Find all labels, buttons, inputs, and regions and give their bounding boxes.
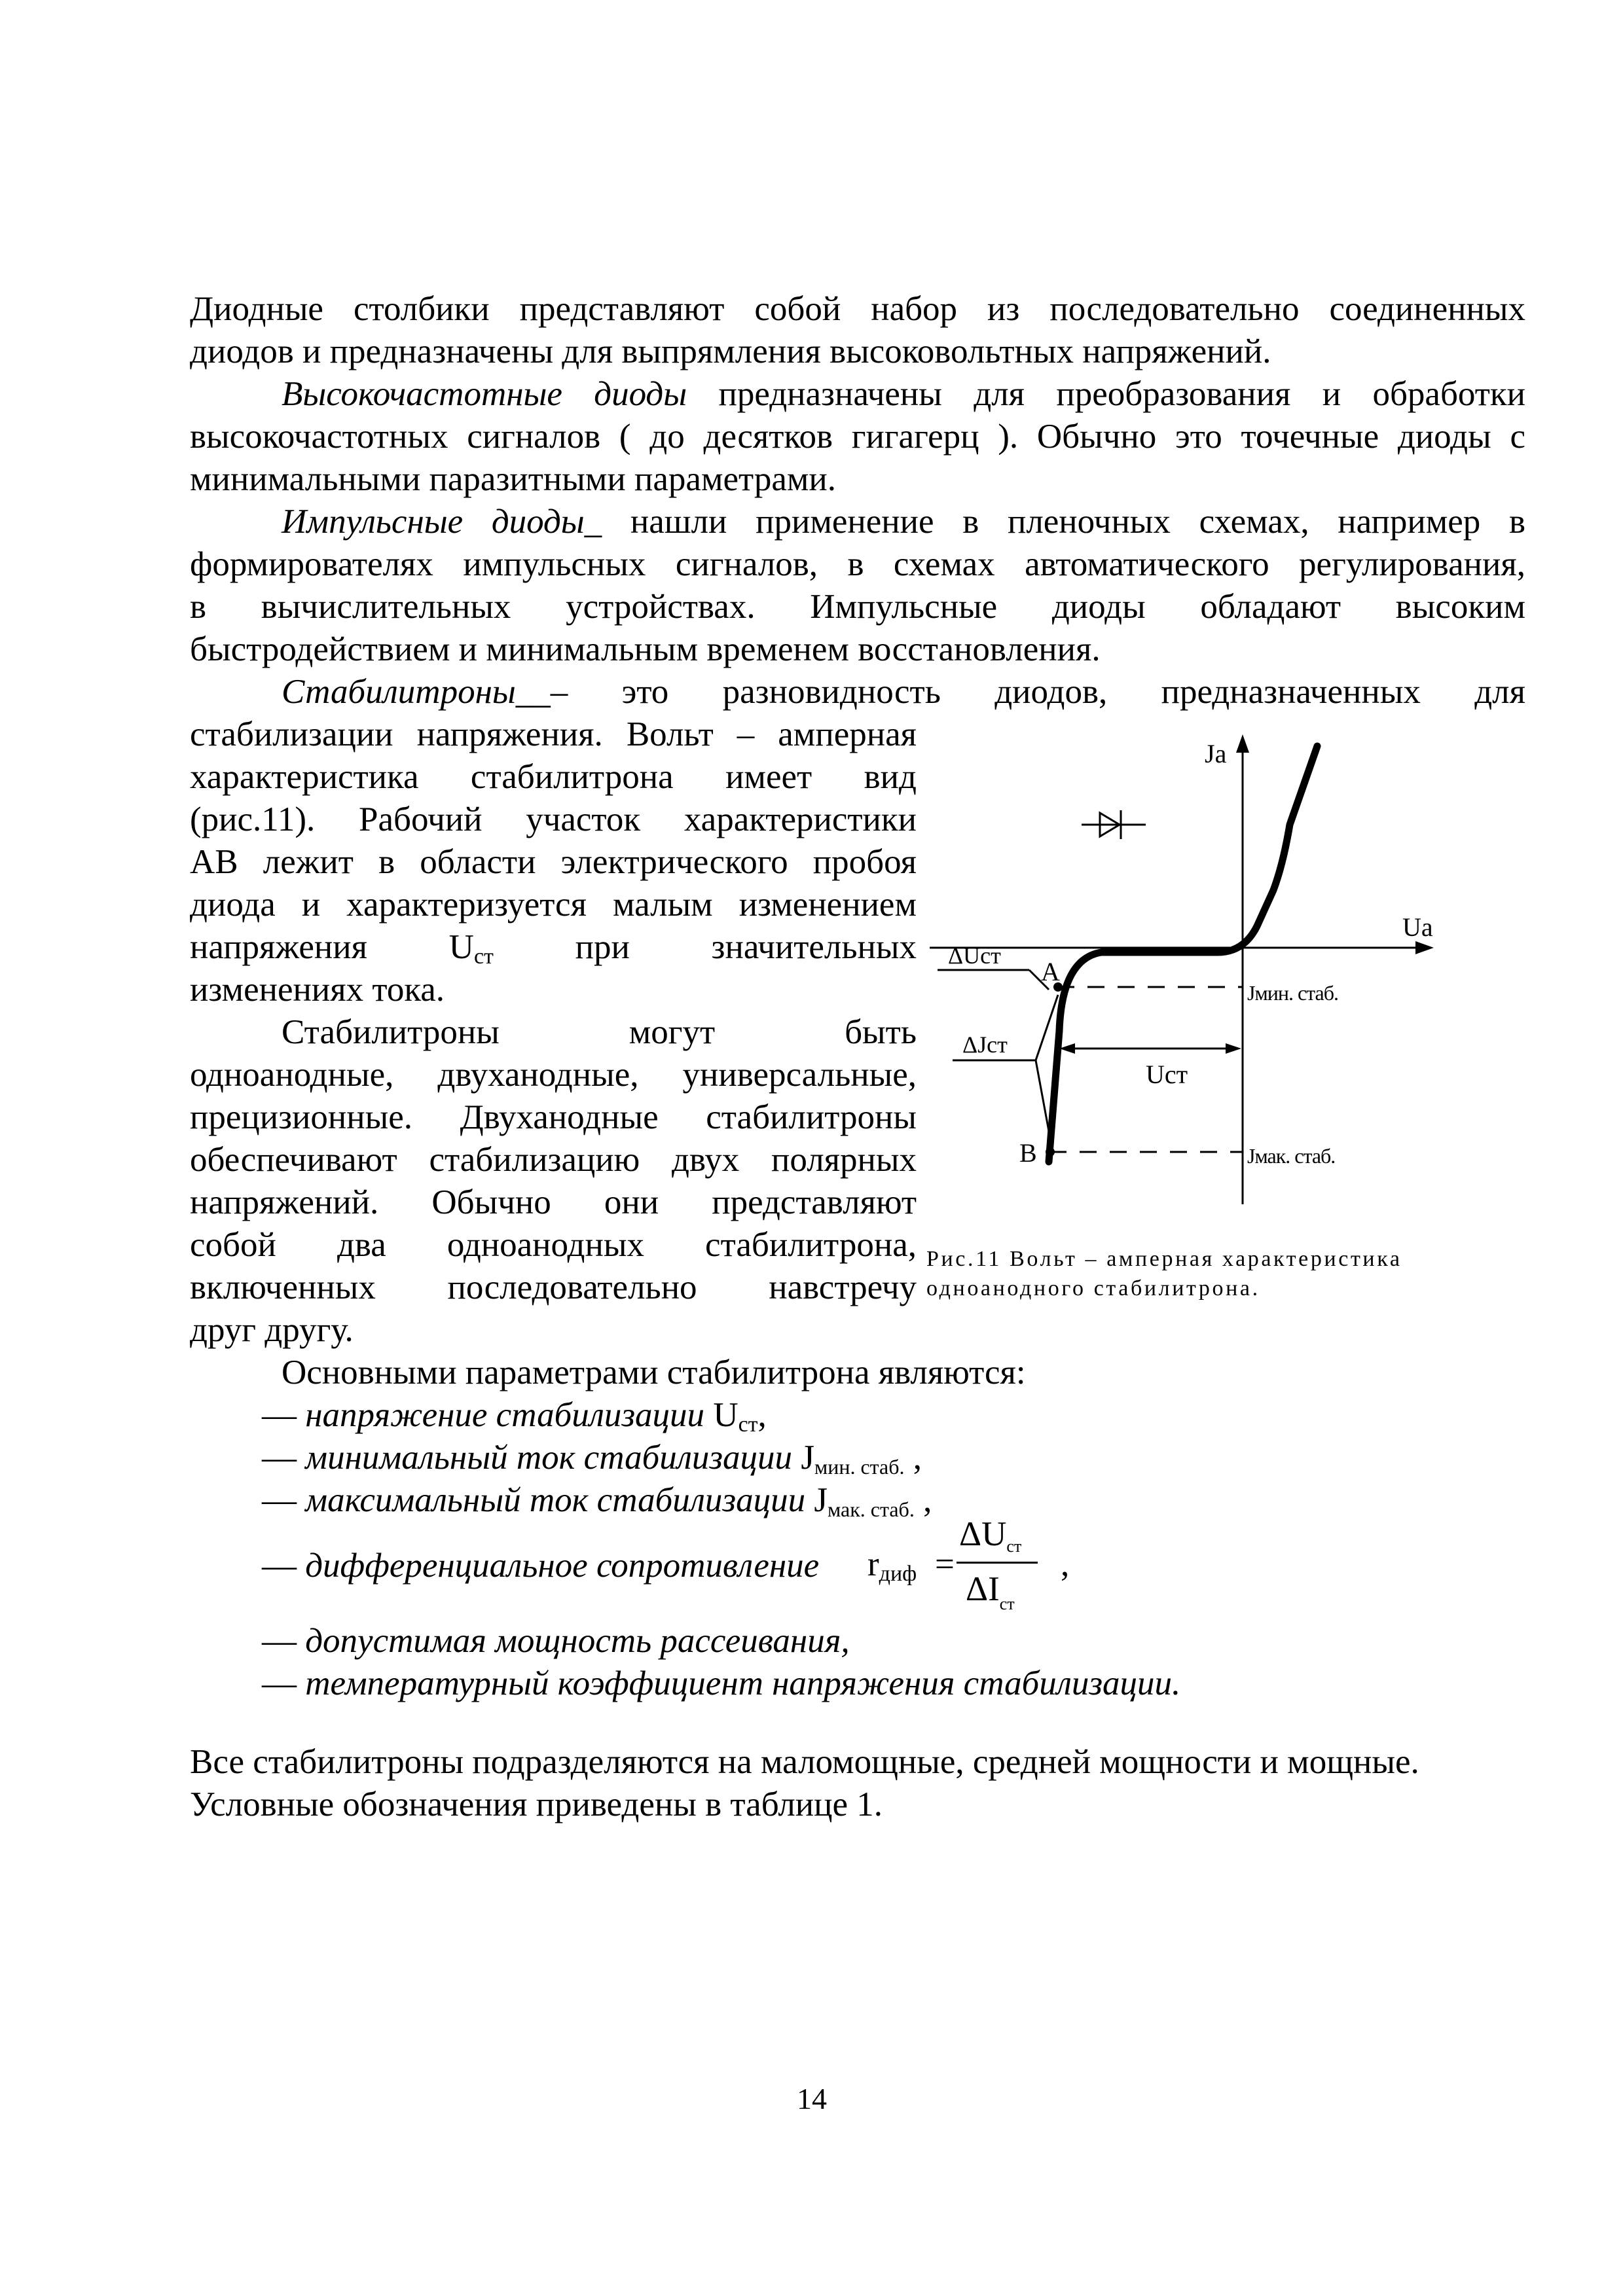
param-item: — дифференциальное сопротивление bbox=[262, 1547, 820, 1585]
paragraph-line: Высокочастотные диоды предназначены для преобразования и обработки bbox=[282, 375, 1525, 413]
paragraph-line: Условные обозначения приведены в таблице 1. bbox=[190, 1785, 883, 1823]
paragraph-line: стабилизации напряжения. Вольт – амперная bbox=[190, 715, 917, 753]
param-item: — максимальный ток стабилизации Jмак. стаб. , bbox=[262, 1481, 932, 1521]
axis-label-ua: Uа bbox=[1402, 912, 1433, 942]
param-item: — напряжение стабилизации Uст, bbox=[262, 1396, 767, 1437]
iv-curve bbox=[1049, 746, 1317, 1162]
paragraph-line: друг другу. bbox=[190, 1311, 354, 1349]
delta-jst-label: ΔJст bbox=[962, 1031, 1008, 1058]
ust-symbol: Uст bbox=[448, 928, 494, 969]
formula-denominator: $\Delta I_{ст}$ bbox=[966, 1570, 1015, 1613]
jmin-label: Jмин. стаб. bbox=[1247, 981, 1339, 1005]
point-b-label: В bbox=[1019, 1138, 1037, 1168]
paragraph-line: Диодные столбики представляют собой набор из последовательно соединенных bbox=[190, 290, 1525, 328]
jmax-label: Jмак. стаб. bbox=[1247, 1144, 1336, 1168]
term-italic: Импульсные диоды_ bbox=[282, 503, 602, 541]
param-item: — допустимая мощность рассеивания, bbox=[262, 1622, 850, 1660]
x-axis-arrow bbox=[1415, 941, 1434, 954]
paragraph-line: диода и характеризуется малым изменением bbox=[190, 886, 917, 924]
paragraph-line: напряжений. Обычно они представляют bbox=[190, 1183, 917, 1221]
params-intro: Основными параметрами стабилитрона являются: bbox=[282, 1354, 1026, 1391]
param-item: — минимальный ток стабилизации Jмин. стаб. , bbox=[262, 1439, 922, 1479]
term-italic: Высокочастотные диоды bbox=[282, 375, 687, 413]
formula-comma: , bbox=[1061, 1545, 1070, 1583]
paragraph-line: Все стабилитроны подразделяются на маломощные, средней мощности и мощные. bbox=[190, 1743, 1419, 1781]
formula-numerator: ΔUст bbox=[959, 1515, 1022, 1556]
paragraph-line: формирователях импульсных сигналов, в схемах автоматического регулирования, bbox=[190, 545, 1525, 583]
paragraph-line: включенных последовательно навстречу bbox=[190, 1268, 917, 1306]
axis-label-ja: Jа bbox=[1205, 739, 1227, 768]
y-axis-arrow bbox=[1236, 734, 1249, 753]
paragraph-line: АВ лежит в области электрического пробоя bbox=[190, 843, 917, 881]
paragraph-line: Стабилитроны__– это разновидность диодов, предназначенных для bbox=[282, 673, 1525, 711]
zener-iv-figure bbox=[930, 733, 1506, 1230]
paragraph-line: (рис.11). Рабочий участок характеристики bbox=[190, 800, 917, 838]
paragraph-line: Стабилитроны могут быть bbox=[282, 1013, 917, 1051]
paragraph-line: характеристика стабилитрона имеет вид bbox=[190, 758, 917, 796]
figure-caption: Рис.11 Вольт – амперная характеристика bbox=[926, 1247, 1402, 1271]
ust-label: Uст bbox=[1146, 1060, 1188, 1089]
term-italic: Стабилитроны__ bbox=[282, 673, 551, 711]
paragraph-line: минимальными паразитными параметрами. bbox=[190, 460, 836, 498]
paragraph-line: Импульсные диоды_ нашли применение в пленочных схемах, например в bbox=[282, 503, 1525, 541]
diff-resistance-formula bbox=[867, 1515, 1084, 1630]
paragraph-line: обеспечивают стабилизацию двух полярных bbox=[190, 1141, 917, 1179]
page-number: 14 bbox=[797, 2082, 827, 2115]
formula-r: rдиф bbox=[867, 1545, 917, 1586]
paragraph-line: изменениях тока. bbox=[190, 971, 445, 1009]
paragraph-line: одноанодные, двуханодные, универсальные, bbox=[190, 1056, 917, 1094]
paragraph-line: собой два одноанодных стабилитрона, bbox=[190, 1226, 917, 1264]
paragraph-line: быстродействием и минимальным временем восстановления. bbox=[190, 630, 1101, 668]
paragraph-line: в вычислительных устройствах. Импульсные диоды обладают высоким bbox=[190, 588, 1525, 626]
point-b bbox=[1046, 1147, 1055, 1157]
paragraph-line: диодов и предназначены для выпрямления высоковольтных напряжений. bbox=[190, 332, 1271, 370]
figure-caption: одноанодного стабилитрона. bbox=[926, 1276, 1260, 1300]
paragraph-line: напряжения Uст при значительных bbox=[190, 928, 917, 969]
delta-ust-label: ΔUст bbox=[948, 942, 1001, 969]
formula-equals: = bbox=[935, 1545, 955, 1583]
diode-symbol-icon bbox=[1082, 810, 1146, 839]
param-item: — температурный коэффициент напряжения стабилизации. bbox=[262, 1664, 1181, 1702]
point-a-label: А bbox=[1041, 957, 1060, 986]
paragraph-line: прецизионные. Двуханодные стабилитроны bbox=[190, 1098, 917, 1136]
paragraph-line: высокочастотных сигналов ( до десятков гигагерц ). Обычно это точечные диоды с bbox=[190, 418, 1525, 456]
fraction-bar bbox=[957, 1562, 1038, 1564]
